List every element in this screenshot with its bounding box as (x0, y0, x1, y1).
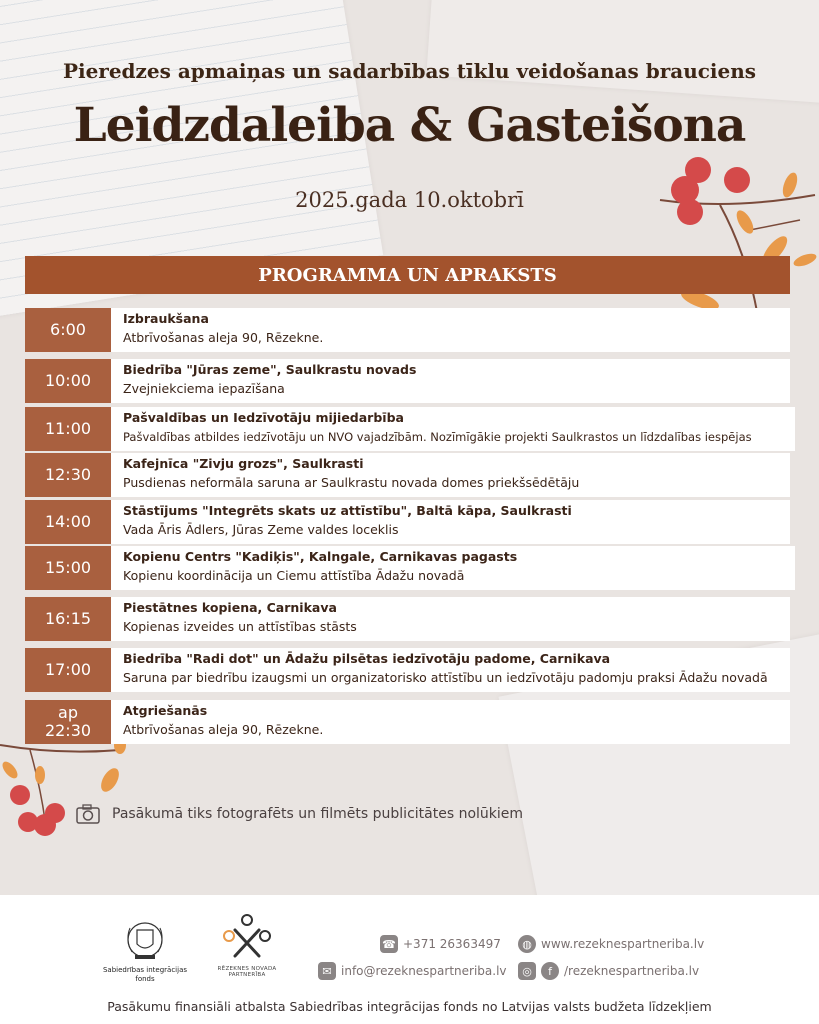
partnership-logo-icon (221, 912, 273, 962)
paper-scrap (426, 0, 819, 105)
program-row (25, 597, 790, 641)
row-desc: Pašvaldības atbildes iedzīvotāju un NVO vajadzībām. Nozīmīgākie projekti Saulkrastos un līdzdalības iespējas (123, 430, 752, 444)
camera-icon (76, 804, 100, 824)
row-title: Biedrība "Radi dot" un Ādažu pilsētas iedzīvotāju padome, Carnikava (123, 651, 611, 666)
row-title: Kafejnīca "Zivju grozs", Saulkrasti (123, 456, 364, 471)
program-row (25, 308, 790, 352)
program-row (25, 500, 790, 544)
row-time: 16:15 (25, 597, 111, 641)
row-time: 14:00 (25, 500, 111, 544)
row-title: Kopienu Centrs "Kadiķis", Kalngale, Carnikavas pagasts (123, 549, 518, 564)
facebook-icon: f (541, 962, 559, 980)
program-row (25, 453, 790, 497)
partnership-logo-text: RĒZEKNES NOVADA PARTNERĪBA (217, 966, 277, 978)
photo-notice: Pasākumā tiks fotografēts un filmēts publicitātes nolūkiem (112, 806, 524, 822)
row-title: Pašvaldības un Iedzīvotāju mijiedarbība (123, 410, 404, 425)
row-title: Atgriešanās (123, 703, 208, 718)
program-row (25, 700, 790, 744)
program-heading: PROGRAMMA UN APRAKSTS (25, 256, 790, 294)
row-title: Stāstījums "Integrēts skats uz attīstību", Baltā kāpa, Saulkrasti (123, 503, 572, 518)
sif-logo-text: Sabiedrības integrācijas fonds (102, 966, 188, 983)
row-time: 15:00 (25, 546, 111, 590)
row-time: ap 22:30 (25, 700, 111, 744)
email-address: info@rezeknespartneriba.lv (341, 964, 507, 978)
social-handle: /rezeknespartneriba.lv (564, 964, 700, 978)
row-desc: Kopienu koordinācija un Ciemu attīstība Ādažu novadā (123, 568, 465, 583)
email-contact[interactable] (318, 962, 507, 980)
row-desc: Pusdienas neformāla saruna ar Saulkrastu novada domes priekšsēdētāju (123, 475, 580, 490)
row-time: 17:00 (25, 648, 111, 692)
row-time: 10:00 (25, 359, 111, 403)
phone-contact[interactable] (380, 935, 501, 953)
row-desc: Saruna par biedrību izaugsmi un organizatorisko attīstību un iedzīvotāju padomju praksi Ādažu novadā (123, 670, 768, 685)
row-time: 11:00 (25, 407, 111, 451)
row-desc: Vada Āris Ādlers, Jūras Zeme valdes loceklis (123, 522, 399, 537)
event-title: Leidzdaleiba & Gasteišona (73, 98, 746, 153)
row-desc: Zvejniekciema iepazīšana (123, 381, 285, 396)
row-title: Izbraukšana (123, 311, 209, 326)
globe-icon: ◍ (518, 935, 536, 953)
partnership-logo (208, 912, 286, 978)
row-desc: Kopienas izveides un attīstības stāsts (123, 619, 357, 634)
email-icon: ✉ (318, 962, 336, 980)
website-url: www.rezeknespartneriba.lv (541, 937, 705, 951)
row-title: Biedrība "Jūras zeme", Saulkrastu novads (123, 362, 417, 377)
phone-number: +371 26363497 (403, 937, 501, 951)
coat-of-arms-icon (120, 920, 170, 962)
program-row (25, 359, 790, 403)
row-desc: Atbrīvošanas aleja 90, Rēzekne. (123, 330, 324, 345)
event-subtitle: Pieredzes apmaiņas un sadarbības tīklu veidošanas brauciens (62, 59, 757, 83)
sif-logo (100, 920, 190, 984)
program-row (25, 648, 790, 692)
website-link[interactable] (518, 935, 704, 953)
row-time: 6:00 (25, 308, 111, 352)
instagram-icon: ◎ (518, 962, 536, 980)
funding-note: Pasākumu finansiāli atbalsta Sabiedrības integrācijas fonds no Latvijas valsts budžeta līdzekļiem (107, 999, 712, 1014)
event-date: 2025.gada 10.oktobrī (295, 188, 524, 212)
program-row (25, 407, 795, 451)
phone-icon: ☎ (380, 935, 398, 953)
program-row (25, 546, 795, 590)
row-desc: Atbrīvošanas aleja 90, Rēzekne. (123, 722, 324, 737)
row-title: Piestātnes kopiena, Carnikava (123, 600, 337, 615)
social-link[interactable] (518, 962, 699, 980)
row-time: 12:30 (25, 453, 111, 497)
